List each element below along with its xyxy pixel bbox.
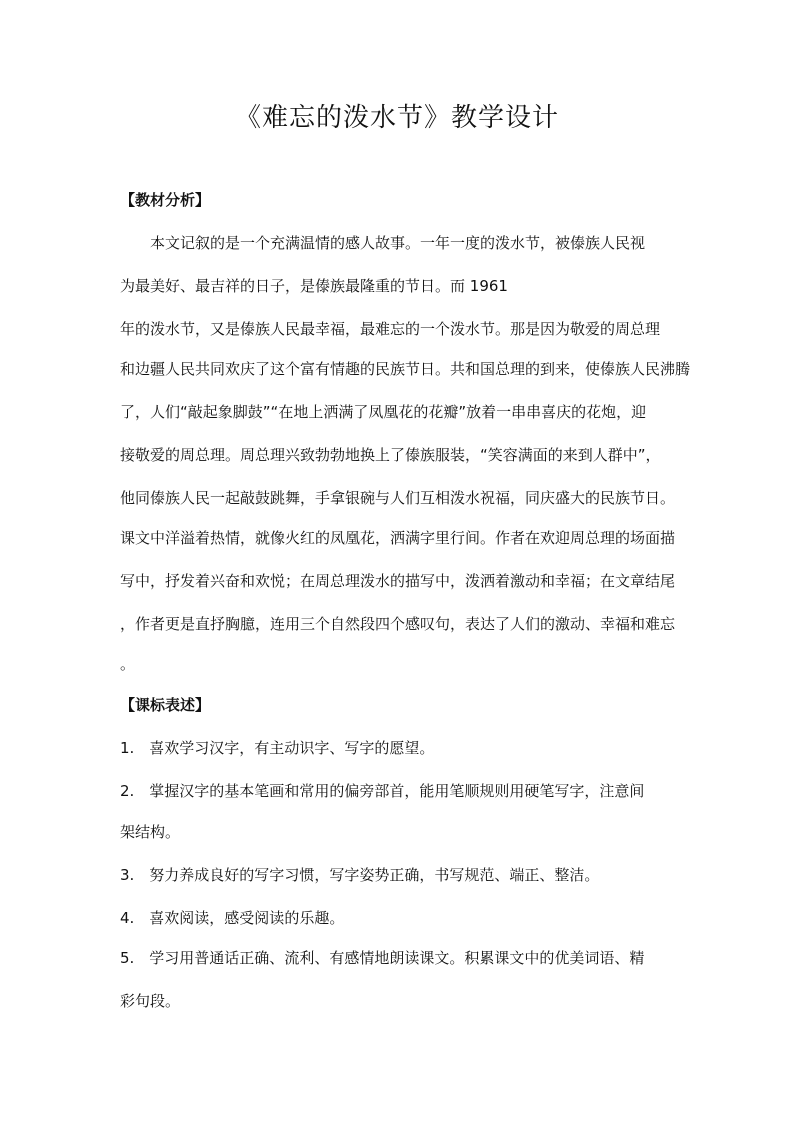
list-item: 2. 掌握汉字的基本笔画和常用的偏旁部首，能用笔顺规则用硬笔写字，注意间 [120,782,645,800]
section-heading-textbook-analysis: 【教材分析】 [120,191,211,209]
paragraph-line: ，作者更是直抒胸臆，连用三个自然段四个感叹句，表达了人们的激动、幸福和难忘 [120,615,676,633]
list-item: 1. 喜欢学习汉字，有主动识字、写字的愿望。 [120,739,435,757]
list-item-continuation: 架结构。 [120,823,181,841]
list-item: 3. 努力养成良好的写字习惯，写字姿势正确，书写规范、端正、整洁。 [120,866,600,884]
list-item: 5. 学习用普通话正确、流利、有感情地朗读课文。积累课文中的优美词语、精 [120,949,645,967]
section-heading-curriculum-standards: 【课标表述】 [120,696,211,714]
document-title: 《难忘的泼水节》教学设计 [234,103,559,133]
paragraph-line: 本文记叙的是一个充满温情的感人故事。一年一度的泼水节，被傣族人民视 [120,234,646,252]
paragraph-line: 为最美好、最吉祥的日子，是傣族最隆重的节日。而 1961 [120,277,508,295]
paragraph-line: 。 [120,655,136,673]
paragraph-line: 他同傣族人民一起敲鼓跳舞，手拿银碗与人们互相泼水祝福，同庆盛大的民族节日。 [120,489,676,507]
paragraph-line: 了，人们“敲起象脚鼓”“在地上洒满了凤凰花的花瓣”放着一串串喜庆的花炮，迎 [120,403,647,421]
paragraph-line: 年的泼水节，又是傣族人民最幸福，最难忘的一个泼水节。那是因为敬爱的周总理 [120,320,661,338]
paragraph-line: 课文中洋溢着热情，就像火红的凤凰花，洒满字里行间。作者在欢迎周总理的场面描 [120,529,676,547]
list-item: 4. 喜欢阅读，感受阅读的乐趣。 [120,909,345,927]
paragraph-line: 接敬爱的周总理。周总理兴致勃勃地换上了傣族服装，“笑容满面的来到人群中”， [120,446,661,464]
paragraph-line: 和边疆人民共同欢庆了这个富有情趣的民族节日。共和国总理的到来，使傣族人民沸腾 [120,360,691,378]
list-item-continuation: 彩句段。 [120,992,181,1010]
paragraph-line: 写中，抒发着兴奋和欢悦；在周总理泼水的描写中，泼洒着激动和幸福；在文章结尾 [120,572,676,590]
